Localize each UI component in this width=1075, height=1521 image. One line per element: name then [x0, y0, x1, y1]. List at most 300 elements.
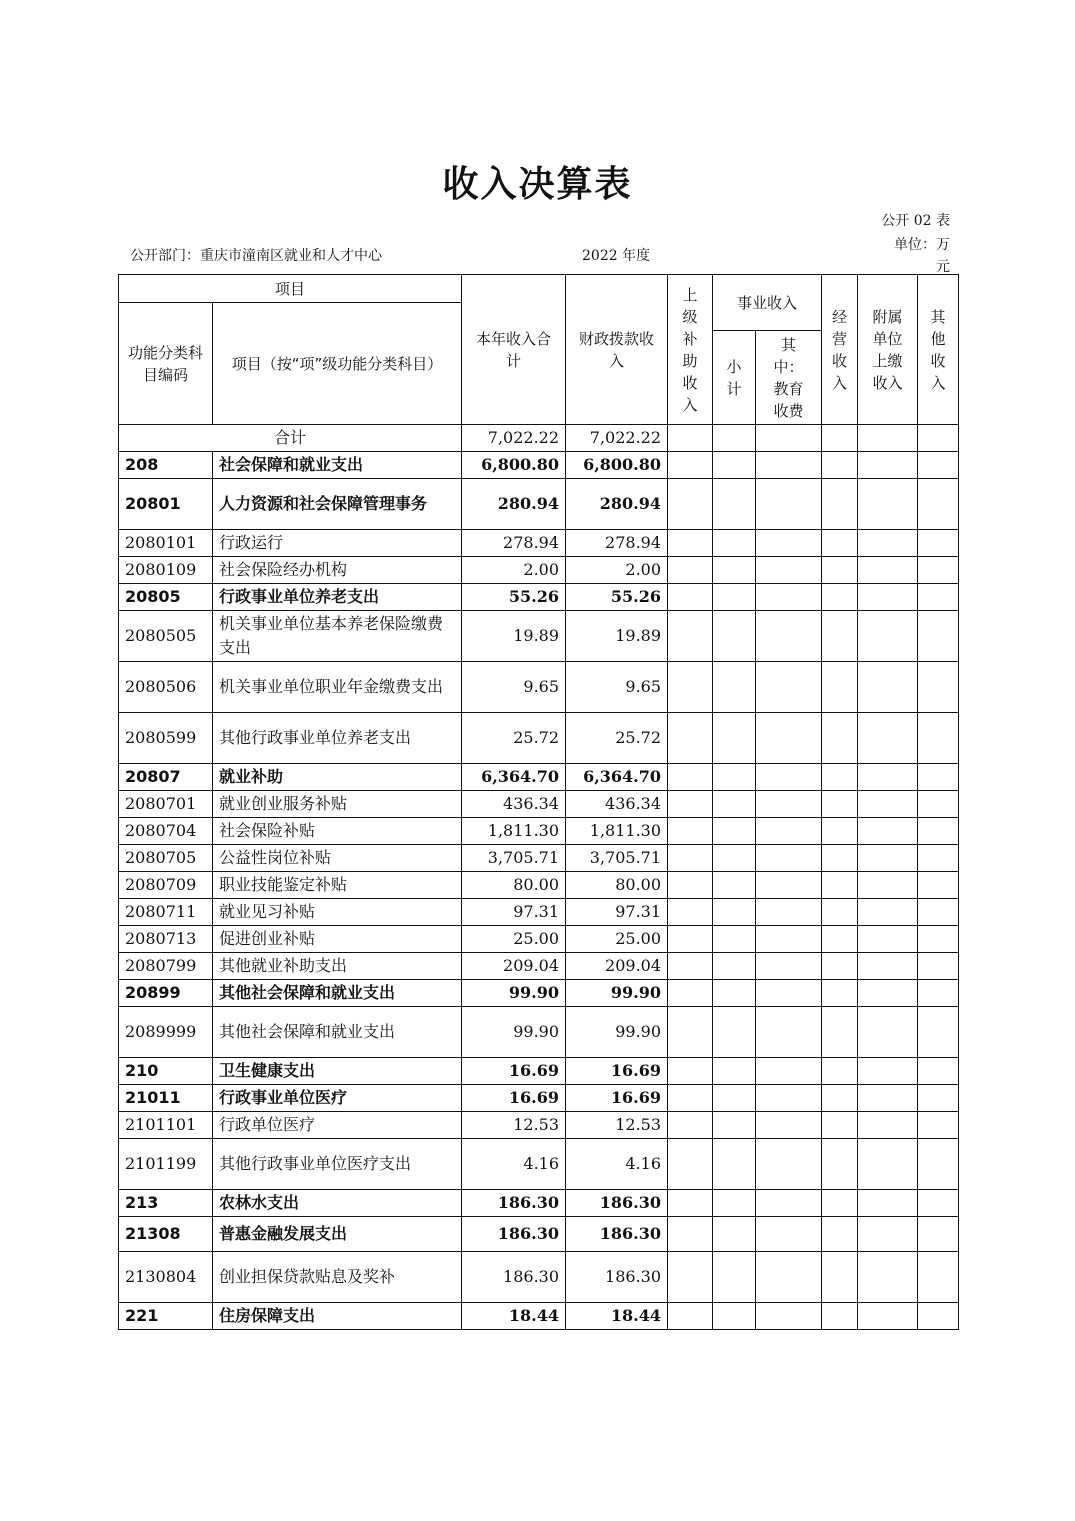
row-total: 25.00	[462, 926, 566, 953]
empty-cell	[756, 764, 822, 791]
row-code: 2080704	[119, 818, 213, 845]
table-row	[119, 1112, 959, 1139]
empty-cell	[668, 872, 713, 899]
empty-cell	[822, 1303, 858, 1330]
empty-cell	[713, 1252, 756, 1303]
empty-cell	[918, 1190, 959, 1217]
empty-cell	[756, 926, 822, 953]
row-total: 16.69	[462, 1058, 566, 1085]
row-code: 2130804	[119, 1252, 213, 1303]
table-row	[119, 557, 959, 584]
empty-cell	[713, 713, 756, 764]
row-name: 其他社会保障和就业支出	[213, 980, 462, 1007]
empty-cell	[713, 452, 756, 479]
row-fiscal: 99.90	[566, 980, 668, 1007]
row-total: 278.94	[462, 530, 566, 557]
row-fiscal: 16.69	[566, 1058, 668, 1085]
row-code: 208	[119, 452, 213, 479]
row-total: 18.44	[462, 1303, 566, 1330]
empty-cell	[756, 872, 822, 899]
row-code: 2080711	[119, 899, 213, 926]
empty-cell	[918, 530, 959, 557]
empty-cell	[918, 584, 959, 611]
department-label: 公开部门：重庆市潼南区就业和人才中心	[130, 248, 382, 264]
row-name: 人力资源和社会保障管理事务	[213, 479, 462, 530]
empty-cell	[756, 980, 822, 1007]
empty-cell	[918, 479, 959, 530]
empty-cell	[858, 791, 918, 818]
empty-cell	[858, 1190, 918, 1217]
row-name: 住房保障支出	[213, 1303, 462, 1330]
row-total: 99.90	[462, 1007, 566, 1058]
empty-cell	[713, 953, 756, 980]
empty-cell	[918, 557, 959, 584]
row-code: 2080713	[119, 926, 213, 953]
empty-cell	[858, 662, 918, 713]
row-fiscal: 6,800.80	[566, 452, 668, 479]
empty-cell	[756, 953, 822, 980]
row-name: 卫生健康支出	[213, 1058, 462, 1085]
empty-cell	[756, 791, 822, 818]
empty-cell	[918, 818, 959, 845]
empty-cell	[918, 899, 959, 926]
row-code: 20805	[119, 584, 213, 611]
row-name: 就业创业服务补贴	[213, 791, 462, 818]
row-fiscal: 80.00	[566, 872, 668, 899]
empty-cell	[756, 713, 822, 764]
table-row	[119, 1139, 959, 1190]
empty-cell	[822, 953, 858, 980]
header-other: 其他收入	[918, 275, 959, 425]
row-fiscal: 19.89	[566, 611, 668, 662]
row-fiscal: 3,705.71	[566, 845, 668, 872]
empty-cell	[918, 791, 959, 818]
total-row-fiscal: 7,022.22	[566, 425, 668, 452]
table-row	[119, 764, 959, 791]
empty-cell	[858, 1252, 918, 1303]
row-name: 社会保险经办机构	[213, 557, 462, 584]
table-row	[119, 1058, 959, 1085]
row-name: 促进创业补贴	[213, 926, 462, 953]
empty-cell	[822, 611, 858, 662]
empty-cell	[822, 1085, 858, 1112]
empty-cell	[822, 1058, 858, 1085]
empty-cell	[858, 530, 918, 557]
empty-cell	[918, 1252, 959, 1303]
row-code: 21011	[119, 1085, 213, 1112]
empty-cell	[858, 1085, 918, 1112]
empty-cell	[918, 845, 959, 872]
empty-cell	[822, 479, 858, 530]
empty-cell	[713, 584, 756, 611]
row-total: 2.00	[462, 557, 566, 584]
table-row	[119, 611, 959, 662]
table-row	[119, 1217, 959, 1252]
empty-cell	[713, 662, 756, 713]
empty-cell	[713, 479, 756, 530]
table-row	[119, 1190, 959, 1217]
empty-cell	[713, 1190, 756, 1217]
empty-cell	[918, 1303, 959, 1330]
empty-cell	[858, 1007, 918, 1058]
table-row	[119, 953, 959, 980]
page-title: 收入决算表	[442, 164, 633, 205]
empty-cell	[756, 557, 822, 584]
empty-cell	[756, 1190, 822, 1217]
empty-cell	[918, 662, 959, 713]
row-fiscal: 186.30	[566, 1190, 668, 1217]
empty-cell	[858, 557, 918, 584]
row-code: 2101101	[119, 1112, 213, 1139]
empty-cell	[756, 479, 822, 530]
table-row	[119, 662, 959, 713]
empty-cell	[858, 764, 918, 791]
empty-cell	[822, 1252, 858, 1303]
header-career: 事业收入	[713, 275, 822, 331]
row-code: 21308	[119, 1217, 213, 1252]
row-name: 职业技能鉴定补贴	[213, 872, 462, 899]
row-fiscal: 186.30	[566, 1252, 668, 1303]
empty-cell	[668, 452, 713, 479]
empty-cell	[858, 1139, 918, 1190]
header-education: 其中：教育收费	[756, 331, 822, 425]
empty-cell	[756, 1085, 822, 1112]
empty-cell	[713, 818, 756, 845]
row-total: 16.69	[462, 1085, 566, 1112]
row-fiscal: 16.69	[566, 1085, 668, 1112]
empty-cell	[668, 1252, 713, 1303]
empty-cell	[858, 1112, 918, 1139]
row-total: 186.30	[462, 1217, 566, 1252]
unit-label	[894, 234, 950, 278]
row-fiscal: 278.94	[566, 530, 668, 557]
empty-cell	[822, 662, 858, 713]
empty-cell	[918, 926, 959, 953]
row-total: 80.00	[462, 872, 566, 899]
empty-cell	[918, 764, 959, 791]
empty-cell	[918, 452, 959, 479]
row-total: 3,705.71	[462, 845, 566, 872]
empty-cell	[756, 530, 822, 557]
row-fiscal: 1,811.30	[566, 818, 668, 845]
empty-cell	[713, 872, 756, 899]
empty-cell	[668, 1007, 713, 1058]
empty-cell	[713, 845, 756, 872]
empty-cell	[822, 818, 858, 845]
empty-cell	[918, 611, 959, 662]
row-code: 2101199	[119, 1139, 213, 1190]
row-code: 2080701	[119, 791, 213, 818]
empty-cell	[822, 713, 858, 764]
table-row	[119, 1252, 959, 1303]
empty-cell	[668, 764, 713, 791]
empty-cell	[918, 1139, 959, 1190]
table-row	[119, 530, 959, 557]
empty-cell	[858, 899, 918, 926]
empty-cell	[668, 791, 713, 818]
empty-cell	[822, 452, 858, 479]
empty-cell	[822, 1190, 858, 1217]
row-name: 行政事业单位医疗	[213, 1085, 462, 1112]
row-code: 2080109	[119, 557, 213, 584]
empty-cell	[822, 530, 858, 557]
row-code: 20801	[119, 479, 213, 530]
empty-cell	[668, 845, 713, 872]
row-code: 2080101	[119, 530, 213, 557]
empty-cell	[668, 926, 713, 953]
row-name: 其他社会保障和就业支出	[213, 1007, 462, 1058]
empty-cell	[858, 425, 918, 452]
row-name: 其他就业补助支出	[213, 953, 462, 980]
row-total: 19.89	[462, 611, 566, 662]
row-code: 2080505	[119, 611, 213, 662]
row-total: 209.04	[462, 953, 566, 980]
row-fiscal: 209.04	[566, 953, 668, 980]
empty-cell	[668, 611, 713, 662]
header-fiscal: 财政拨款收入	[566, 275, 668, 425]
empty-cell	[713, 1139, 756, 1190]
empty-cell	[858, 818, 918, 845]
total-row-total: 7,022.22	[462, 425, 566, 452]
empty-cell	[858, 479, 918, 530]
row-fiscal: 186.30	[566, 1217, 668, 1252]
empty-cell	[822, 791, 858, 818]
row-total: 186.30	[462, 1190, 566, 1217]
row-name: 公益性岗位补贴	[213, 845, 462, 872]
empty-cell	[756, 662, 822, 713]
empty-cell	[822, 557, 858, 584]
empty-cell	[858, 845, 918, 872]
empty-cell	[668, 1058, 713, 1085]
row-name: 行政单位医疗	[213, 1112, 462, 1139]
row-name: 行政事业单位养老支出	[213, 584, 462, 611]
empty-cell	[822, 1139, 858, 1190]
empty-cell	[858, 713, 918, 764]
row-code: 2080709	[119, 872, 213, 899]
empty-cell	[756, 1007, 822, 1058]
row-total: 99.90	[462, 980, 566, 1007]
row-fiscal: 9.65	[566, 662, 668, 713]
header-superior: 上级补助收入	[668, 275, 713, 425]
empty-cell	[756, 1217, 822, 1252]
row-name: 社会保险补贴	[213, 818, 462, 845]
year-label: 2022 年度	[582, 248, 651, 264]
empty-cell	[822, 1217, 858, 1252]
row-code: 20807	[119, 764, 213, 791]
row-fiscal: 18.44	[566, 1303, 668, 1330]
total-label: 合计	[119, 425, 462, 452]
empty-cell	[858, 611, 918, 662]
empty-cell	[668, 584, 713, 611]
row-name: 就业见习补贴	[213, 899, 462, 926]
empty-cell	[756, 1303, 822, 1330]
empty-cell	[858, 953, 918, 980]
empty-cell	[668, 980, 713, 1007]
row-name: 社会保障和就业支出	[213, 452, 462, 479]
empty-cell	[713, 980, 756, 1007]
row-code: 2080599	[119, 713, 213, 764]
empty-cell	[918, 1112, 959, 1139]
empty-cell	[822, 980, 858, 1007]
row-name: 机关事业单位职业年金缴费支出	[213, 662, 462, 713]
empty-cell	[918, 713, 959, 764]
empty-cell	[822, 845, 858, 872]
row-name: 行政运行	[213, 530, 462, 557]
table-body	[119, 425, 959, 1330]
empty-cell	[713, 611, 756, 662]
empty-cell	[756, 611, 822, 662]
header-code: 功能分类科目编码	[119, 303, 213, 425]
table-row	[119, 791, 959, 818]
row-code: 2080506	[119, 662, 213, 713]
row-name: 机关事业单位基本养老保险缴费支出	[213, 611, 462, 662]
empty-cell	[822, 899, 858, 926]
row-fiscal: 12.53	[566, 1112, 668, 1139]
empty-cell	[858, 452, 918, 479]
row-code: 210	[119, 1058, 213, 1085]
empty-cell	[756, 425, 822, 452]
row-name: 就业补助	[213, 764, 462, 791]
row-fiscal: 25.00	[566, 926, 668, 953]
empty-cell	[858, 584, 918, 611]
table-row	[119, 872, 959, 899]
table-row	[119, 1007, 959, 1058]
row-name: 其他行政事业单位养老支出	[213, 713, 462, 764]
table-row	[119, 818, 959, 845]
row-total: 436.34	[462, 791, 566, 818]
empty-cell	[756, 845, 822, 872]
empty-cell	[668, 479, 713, 530]
empty-cell	[858, 926, 918, 953]
row-fiscal: 2.00	[566, 557, 668, 584]
empty-cell	[858, 1303, 918, 1330]
row-name: 创业担保贷款贴息及奖补	[213, 1252, 462, 1303]
empty-cell	[668, 557, 713, 584]
header-subtotal: 小计	[713, 331, 756, 425]
empty-cell	[713, 557, 756, 584]
table-row	[119, 899, 959, 926]
header-project: 项目	[119, 275, 462, 303]
empty-cell	[713, 791, 756, 818]
row-code: 221	[119, 1303, 213, 1330]
empty-cell	[822, 1112, 858, 1139]
row-total: 25.72	[462, 713, 566, 764]
empty-cell	[668, 425, 713, 452]
table-row	[119, 713, 959, 764]
header-operating: 经营收入	[822, 275, 858, 425]
empty-cell	[822, 872, 858, 899]
row-name: 其他行政事业单位医疗支出	[213, 1139, 462, 1190]
row-total: 55.26	[462, 584, 566, 611]
row-fiscal: 6,364.70	[566, 764, 668, 791]
table-row	[119, 479, 959, 530]
empty-cell	[822, 425, 858, 452]
form-number: 公开 02 表	[881, 213, 950, 229]
empty-cell	[668, 1139, 713, 1190]
row-fiscal: 55.26	[566, 584, 668, 611]
empty-cell	[822, 584, 858, 611]
empty-cell	[668, 1303, 713, 1330]
table-row	[119, 1085, 959, 1112]
empty-cell	[668, 1190, 713, 1217]
unit-label-line2: 元	[936, 259, 950, 275]
empty-cell	[713, 425, 756, 452]
header-affiliated: 附属单位上缴收入	[858, 275, 918, 425]
empty-cell	[713, 1058, 756, 1085]
empty-cell	[668, 899, 713, 926]
empty-cell	[918, 1007, 959, 1058]
empty-cell	[713, 1303, 756, 1330]
empty-cell	[668, 662, 713, 713]
table-row	[119, 845, 959, 872]
row-fiscal: 4.16	[566, 1139, 668, 1190]
empty-cell	[756, 452, 822, 479]
empty-cell	[918, 1058, 959, 1085]
table-row	[119, 1303, 959, 1330]
row-fiscal: 436.34	[566, 791, 668, 818]
row-fiscal: 25.72	[566, 713, 668, 764]
row-total: 186.30	[462, 1252, 566, 1303]
empty-cell	[668, 953, 713, 980]
row-total: 6,364.70	[462, 764, 566, 791]
table-row	[119, 452, 959, 479]
row-code: 2080799	[119, 953, 213, 980]
row-total: 1,811.30	[462, 818, 566, 845]
empty-cell	[713, 1085, 756, 1112]
empty-cell	[756, 584, 822, 611]
header-total: 本年收入合计	[462, 275, 566, 425]
table-row	[119, 584, 959, 611]
empty-cell	[858, 1058, 918, 1085]
row-fiscal: 97.31	[566, 899, 668, 926]
empty-cell	[918, 425, 959, 452]
empty-cell	[822, 1007, 858, 1058]
empty-cell	[858, 980, 918, 1007]
empty-cell	[713, 764, 756, 791]
row-total: 6,800.80	[462, 452, 566, 479]
empty-cell	[668, 1112, 713, 1139]
empty-cell	[858, 872, 918, 899]
row-code: 2089999	[119, 1007, 213, 1058]
total-row	[119, 425, 959, 452]
row-total: 4.16	[462, 1139, 566, 1190]
empty-cell	[822, 926, 858, 953]
row-code: 20899	[119, 980, 213, 1007]
empty-cell	[756, 1252, 822, 1303]
empty-cell	[713, 1217, 756, 1252]
empty-cell	[918, 953, 959, 980]
row-code: 2080705	[119, 845, 213, 872]
income-table	[118, 274, 959, 1330]
empty-cell	[756, 818, 822, 845]
empty-cell	[918, 1217, 959, 1252]
row-total: 9.65	[462, 662, 566, 713]
empty-cell	[668, 713, 713, 764]
row-total: 97.31	[462, 899, 566, 926]
empty-cell	[756, 1139, 822, 1190]
header-name: 项目（按“项”级功能分类科目）	[213, 303, 462, 425]
row-total: 12.53	[462, 1112, 566, 1139]
empty-cell	[756, 1058, 822, 1085]
row-name: 农林水支出	[213, 1190, 462, 1217]
empty-cell	[756, 899, 822, 926]
empty-cell	[713, 926, 756, 953]
row-code: 213	[119, 1190, 213, 1217]
empty-cell	[668, 1085, 713, 1112]
empty-cell	[668, 1217, 713, 1252]
unit-label-line1: 单位：万	[894, 237, 950, 253]
empty-cell	[668, 530, 713, 557]
